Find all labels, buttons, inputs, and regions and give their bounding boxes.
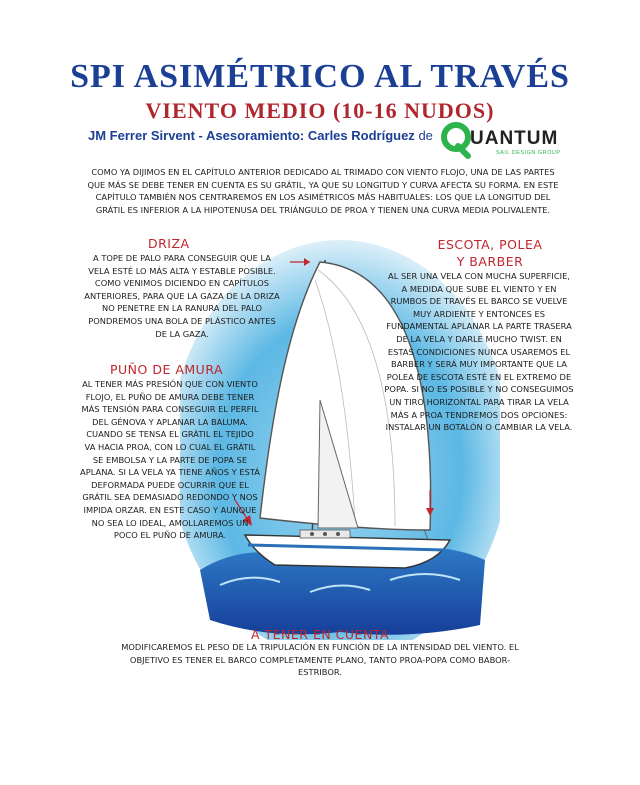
escota-text: AL SER UNA VELA CON MUCHA SUPERFICIE, A MEDIDA QUE SUBE EL VIENTO Y EN RUMBOS DE TRAVÉS EL BARCO SE VUELVE MUY ARDIENTE Y ENTONCES ES FUNDAMENTAL APLANAR LA PARTE TRASERA DE LA VELA Y DARLE MUCHO TWIST. EN ESTAS CONDICIONES NUNCA USAREMOS EL BARBER Y SERÁ MUY IMPORTANTE QUE LA POLEA DE ESCOTA ESTÉ EN EL EXTREMO DE POPA. SI NO ES POSIBLE Y NO CONSEGUIMOS UN TIRO HORIZONTAL PARA TIRAR LA VELA MÁS A PROA TENDREMOS DOS OPCIONES: INSTALAR UN BOTALÓN O CAMBIAR LA VELA. bbox=[384, 271, 574, 433]
escota-heading-line1: ESCOTA, POLEA bbox=[437, 237, 543, 252]
logo-tagline: SAIL DESIGN GROUP bbox=[496, 150, 561, 156]
intro-paragraph: COMO YA DIJIMOS EN EL CAPÍTULO ANTERIOR DEDICADO AL TRIMADO CON VIENTO FLOJO, UNA DE LAS PARTES QUE MÁS SE DEBE TENER EN CUENTA ES SU GRÁTIL, YA QUE SU LONGITUD Y CURVA AFECTA SU FORMA. EN ESTE CAPÍTULO TAMBIÉN NOS CENTRAREMOS EN LOS ASIMÉTRICOS MÁS HABITUALES: LOS QUE LA LONGITUD DEL GRÁTIL ES INFERIOR A LA HIPOTENUSA DEL TRIÁNGULO DE PROA Y TIENEN UNA CURVA MEDIA POLIVALENTE. bbox=[87, 167, 559, 215]
credits-de: de bbox=[418, 128, 433, 143]
escota-heading bbox=[420, 236, 560, 270]
tener-text: MODIFICAREMOS EL PESO DE LA TRIPULACIÓN EN FUNCIÓN DE LA INTENSIDAD DEL VIENTO. EL OBJETIVO ES TENER EL BARCO COMPLETAMENTE PLANO, TANTO PROA-POPA COMO BABOR-ESTRIBOR. bbox=[121, 642, 519, 678]
driza-text: A TOPE DE PALO PARA CONSEGUIR QUE LA VELA ESTÉ LO MÁS ALTA Y ESTABLE POSIBLE. COMO VENIMOS DICIENDO EN CAPÍTULOS ANTERIORES, PARA QUE LA GAZA DE LA DRIZA NO PENETRE EN LA RANURA DEL PALO PONDREMOS UNA BOLA DE PLÁSTICO ANTES DE LA GAZA. bbox=[84, 253, 280, 339]
page-subtitle: VIENTO MEDIO (10-16 NUDOS) bbox=[145, 98, 495, 123]
authors: JM Ferrer Sirvent - bbox=[88, 128, 203, 143]
tener-heading: A TENER EN CUENTA bbox=[250, 627, 390, 642]
advisor-name: Carles Rodríguez bbox=[307, 128, 415, 143]
advice-label: Asesoramiento: bbox=[206, 128, 305, 143]
credits-line bbox=[88, 128, 433, 143]
escota-heading-line2: Y BARBER bbox=[456, 254, 524, 269]
page-title: SPI ASIMÉTRICO AL TRAVÉS bbox=[70, 58, 570, 95]
quantum-logo bbox=[438, 120, 578, 160]
hull bbox=[245, 535, 450, 568]
amura-heading: PUÑO DE AMURA bbox=[110, 362, 224, 377]
amura-text: AL TENER MÁS PRESIÓN QUE CON VIENTO FLOJO, EL PUÑO DE AMURA DEBE TENER MÁS TENSIÓN PARA CONSEGUIR EL PERFIL DEL GÉNOVA Y APLANAR LA BALUMA. CUANDO SE TENSA EL GRÀTIL EL TEJIDO VA HACIA PROA, CON LO CUAL EL GRÁTIL SE EMBOLSA Y LA PARTE DE POPA SE APLANA. SI LA VELA YA TIENE AÑOS Y ESTÁ DEFORMADA PUEDE OCURRIR QUE EL GRÁTIL SEA DEMASIADO REDONDO Y NOS IMPIDA ORZAR. EN ESTE CASO Y AUNQUE NO SEA LO IDEAL, AMOLLAREMOS UN POCO EL PUÑO DE AMURA. bbox=[80, 379, 260, 541]
logo-wordmark: UANTUM bbox=[470, 128, 559, 149]
driza-heading: DRIZA bbox=[148, 236, 190, 251]
